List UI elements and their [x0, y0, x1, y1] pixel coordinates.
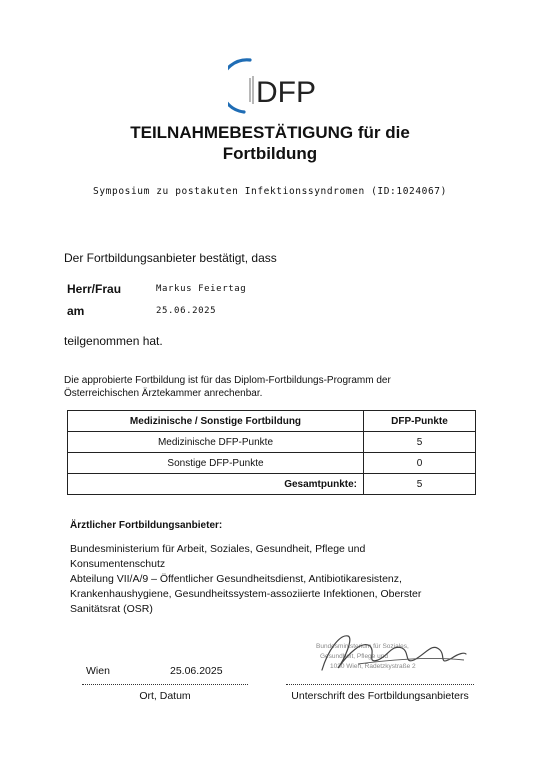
stamp-line-2: Gesundheit, Pflege und [320, 653, 388, 660]
date-label: am [67, 304, 85, 318]
table-header-row [68, 411, 476, 432]
place-date-line [82, 684, 248, 685]
logo-text: DFP [256, 76, 316, 109]
total-label: Gesamtpunkte: [68, 474, 364, 495]
provider-line-department: Abteilung VII/A/9 – Öffentlicher Gesundheitsdienst, Antibiotikaresistenz, Krankenhaushygiene, Gesundheitssystem-assoziierte Infektionen, Oberster Sanitätsrat (OSR) [70, 573, 422, 615]
stamp-line-1: Bundesministerium für Soziales, [316, 643, 409, 650]
date-value: 25.06.2025 [156, 306, 217, 316]
page-title-line-1: TEILNAHMEBESTÄTIGUNG für die [130, 123, 410, 142]
signature-line [286, 684, 474, 685]
table-row [68, 453, 476, 474]
row-label-other: Sonstige DFP-Punkte [68, 453, 364, 474]
footer-date: 25.06.2025 [170, 665, 223, 677]
total-value: 5 [363, 474, 475, 495]
page-title-line-2: Fortbildung [222, 144, 318, 163]
person-label: Herr/Frau [67, 282, 122, 296]
place-date-label: Ort, Datum [139, 690, 191, 702]
points-table [67, 410, 476, 495]
approval-text: Die approbierte Fortbildung ist für das Diplom-Fortbildungs-Programm der Österreichischen Ärztekammer anrechenbar. [64, 375, 391, 399]
confirm-text: Der Fortbildungsanbieter bestätigt, dass [64, 251, 277, 265]
stamp-line-3: 1030 Wien, Radetzkystraße 2 [330, 663, 416, 670]
provider-heading: Ärztlicher Fortbildungsanbieter: [70, 520, 223, 531]
column-header-points: DFP-Punkte [363, 411, 475, 432]
row-label-medical: Medizinische DFP-Punkte [68, 432, 364, 453]
signature-label: Unterschrift des Fortbildungsanbieters [291, 690, 469, 702]
table-row [68, 432, 476, 453]
table-total-row [68, 474, 476, 495]
column-header-category: Medizinische / Sonstige Fortbildung [68, 411, 364, 432]
row-value-other: 0 [363, 453, 475, 474]
dfp-logo [228, 54, 318, 118]
row-value-medical: 5 [363, 432, 475, 453]
person-value: Markus Feiertag [156, 284, 247, 294]
provider-line-ministry: Bundesministerium für Arbeit, Soziales, Gesundheit, Pflege und Konsumentenschutz [70, 543, 366, 570]
footer-place: Wien [86, 665, 110, 677]
handwritten-signature [318, 630, 468, 676]
event-name: Symposium zu postakuten Infektionssyndromen (ID:1024067) [93, 186, 447, 197]
provider-text [70, 542, 450, 617]
participated-text: teilgenommen hat. [64, 334, 163, 348]
